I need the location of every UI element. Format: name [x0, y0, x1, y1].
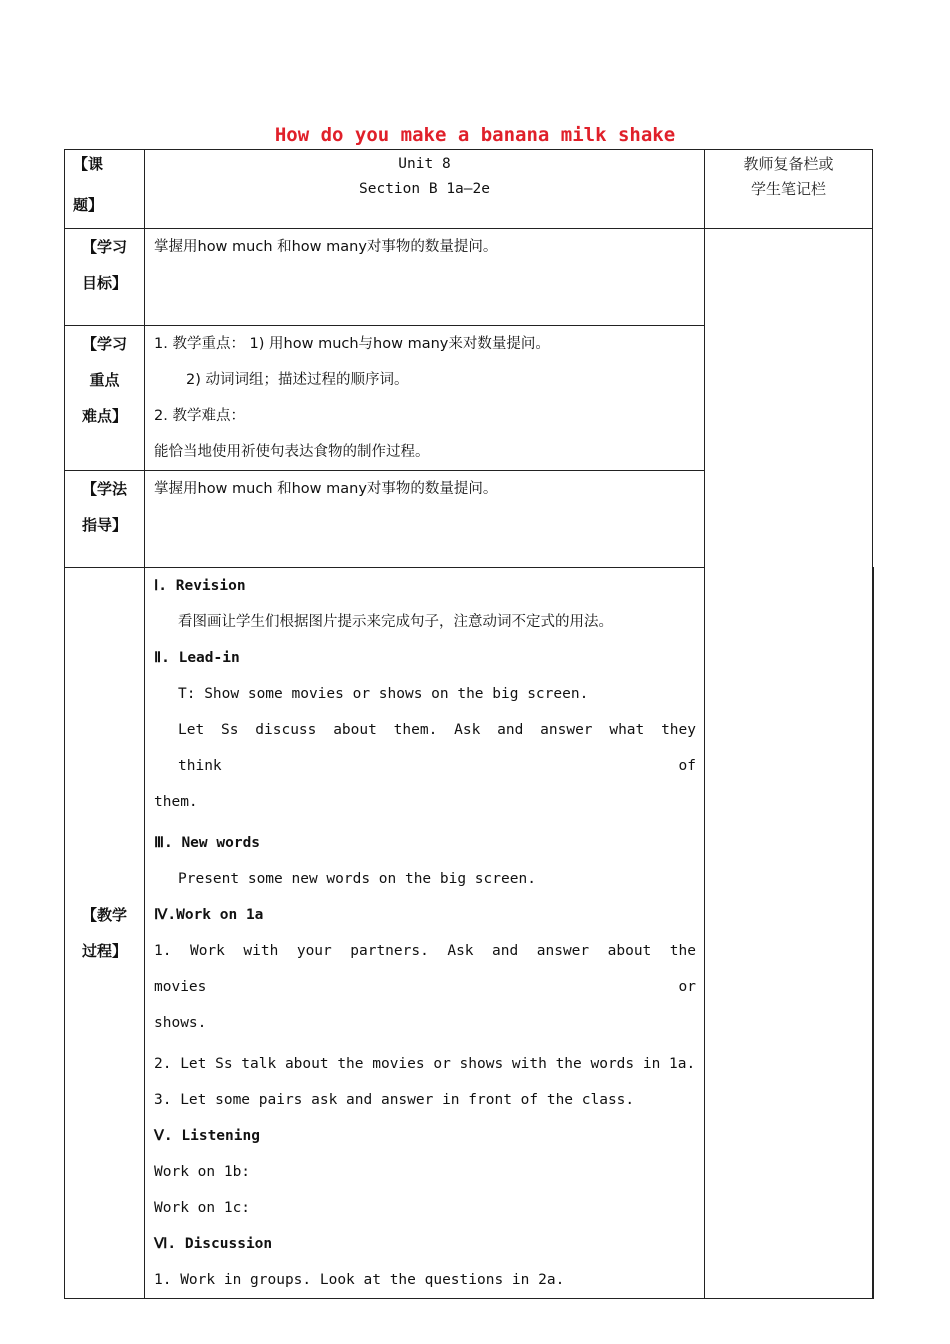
lead-in-text-1: T: Show some movies or shows on the big screen.	[178, 686, 589, 702]
objectives-row	[65, 229, 874, 326]
notes-header-cell	[705, 150, 873, 229]
listening-item-2: Work on 1c:	[154, 1200, 251, 1216]
new-words-heading: Ⅲ. New words	[154, 835, 261, 851]
key-points-line1: 1. 教学重点： 1) 用how much与how many来对数量提问。	[154, 336, 550, 352]
objectives-content-cell	[145, 229, 705, 326]
work-on-1a-item-2: 2. Let Ss talk about the movies or shows with the words in 1a.	[154, 1056, 696, 1072]
key-points-label-line3: 难点】	[81, 407, 127, 425]
objectives-label-line2: 目标】	[81, 274, 127, 292]
objectives-label-cell	[65, 229, 145, 326]
method-text: 掌握用how much 和how many对事物的数量提问。	[154, 481, 498, 497]
process-label-cell	[65, 568, 145, 1299]
process-label-line2: 过程】	[81, 942, 127, 960]
notes-header-line1: 教师复备栏或	[743, 155, 834, 173]
topic-label-cell	[65, 150, 145, 229]
work-on-1a-heading: Ⅳ.Work on 1a	[154, 907, 264, 923]
unit-title: Unit 8	[398, 156, 451, 172]
notes-column-cell	[705, 229, 873, 1299]
key-points-label-line2: 重点	[89, 371, 120, 389]
listening-item-1: Work on 1b:	[154, 1164, 251, 1180]
lead-in-text-2a: Let Ss discuss about them. Ask and answer what they think of	[178, 722, 696, 774]
key-points-label-line1: 【学习	[81, 335, 127, 353]
document-title: How do you make a banana milk shake	[274, 124, 676, 146]
process-content-cell	[145, 568, 705, 1299]
objectives-label-line1: 【学习	[81, 238, 127, 256]
topic-label-line1: 【课	[73, 155, 104, 173]
new-words-text: Present some new words on the big screen.	[178, 871, 536, 887]
discussion-heading: Ⅵ. Discussion	[154, 1236, 273, 1252]
lead-in-heading: Ⅱ. Lead-in	[154, 650, 240, 666]
notes-column-cell-bottom	[873, 568, 874, 1299]
method-content-cell	[145, 471, 705, 568]
topic-label-line2: 题】	[73, 196, 104, 214]
work-on-1a-item-3: 3. Let some pairs ask and answer in front of the class.	[154, 1092, 635, 1108]
key-points-line4: 能恰当地使用祈使句表达食物的制作过程。	[154, 444, 430, 460]
method-label-cell	[65, 471, 145, 568]
revision-heading: Ⅰ. Revision	[154, 578, 246, 594]
notes-header-line2: 学生笔记栏	[750, 180, 826, 198]
process-label-line1: 【教学	[81, 906, 127, 924]
revision-text: 看图画让学生们根据图片提示来完成句子，注意动词不定式的用法。	[178, 614, 613, 630]
key-points-label-cell	[65, 326, 145, 471]
section-title: Section B 1a—2e	[359, 181, 490, 197]
work-on-1a-item-1b: shows.	[154, 1015, 207, 1031]
key-points-content-cell	[145, 326, 705, 471]
key-points-line3: 2. 教学难点：	[154, 408, 245, 424]
lead-in-text-2b: them.	[154, 794, 198, 810]
lesson-plan-table	[64, 149, 874, 1299]
discussion-item-1: 1. Work in groups. Look at the questions in 2a.	[154, 1272, 565, 1288]
listening-heading: Ⅴ. Listening	[154, 1128, 260, 1144]
method-label-line2: 指导】	[81, 516, 127, 534]
method-label-line1: 【学法	[81, 480, 127, 498]
header-row	[65, 150, 874, 229]
key-points-line2: 2) 动词词组；描述过程的顺序词。	[186, 372, 409, 388]
objectives-text: 掌握用how much 和how many对事物的数量提问。	[154, 239, 498, 255]
work-on-1a-item-1a: 1. Work with your partners. Ask and answer about the movies or	[154, 943, 696, 995]
topic-content-cell	[145, 150, 705, 229]
